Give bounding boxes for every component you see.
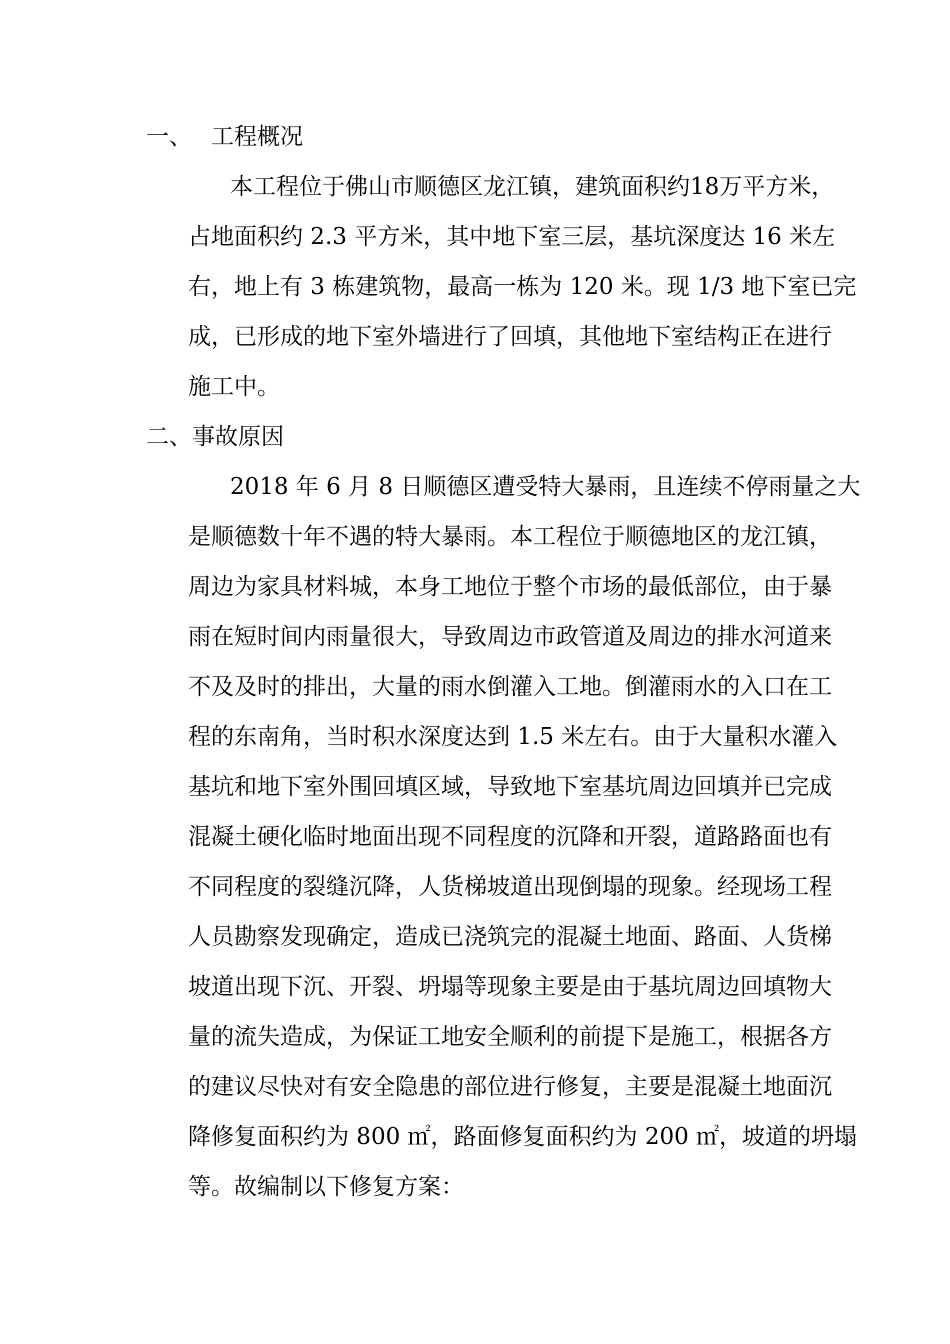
section2-line-6: 程的东南角，当时积水深度达到 1.5 米左右。由于大量积水灌入 <box>188 724 838 750</box>
section1-line-3: 右，地上有 3 栋建筑物，最高一栋为 120 米。现 1/3 地下室已完 <box>188 274 857 300</box>
section2-line-3: 周边为家具材料城，本身工地位于整个市场的最低部位，由于暴 <box>188 574 832 600</box>
section2-line-10: 人员勘察发现确定，造成已浇筑完的混凝土地面、路面、人货梯 <box>188 924 832 950</box>
section2-line-15: 等。故编制以下修复方案： <box>188 1174 464 1200</box>
section2-line-13: 的建议尽快对有安全隐患的部位进行修复，主要是混凝土地面沉 <box>188 1074 832 1100</box>
section2-line-9: 不同程度的裂缝沉降，人货梯坡道出现倒塌的现象。经现场工程 <box>188 874 832 900</box>
section1-line-2: 占地面积约 2.3 平方米，其中地下室三层，基坑深度达 16 米左 <box>188 224 836 250</box>
section2-line-5: 不及及时的排出，大量的雨水倒灌入工地。倒灌雨水的入口在工 <box>188 674 832 700</box>
section1-line-5: 施工中。 <box>188 374 280 400</box>
section2-line-8: 混凝土硬化临时地面出现不同程度的沉降和开裂，道路路面也有 <box>188 824 832 850</box>
section2-line-4: 雨在短时间内雨量很大，导致周边市政管道及周边的排水河道来 <box>188 624 832 650</box>
section1-number: 一、 <box>146 124 192 150</box>
section2-line-7: 基坑和地下室外围回填区域，导致地下室基坑周边回填并已完成 <box>188 774 832 800</box>
section1-line-1: 本工程位于佛山市顺德区龙江镇，建筑面积约18万平方米， <box>230 174 835 200</box>
section2-line-14: 降修复面积约为 800 ㎡，路面修复面积约为 200 ㎡，坡道的坍塌 <box>188 1124 858 1150</box>
section2-title: 二、事故原因 <box>146 424 284 450</box>
section1-line-4: 成，已形成的地下室外墙进行了回填，其他地下室结构正在进行 <box>188 324 832 350</box>
section2-line-11: 坡道出现下沉、开裂、坍塌等现象主要是由于基坑周边回填物大 <box>188 974 832 1000</box>
section2-line-1: 2018 年 6 月 8 日顺德区遭受特大暴雨，且连续不停雨量之大 <box>230 474 861 500</box>
section1-title: 工程概况 <box>211 124 303 150</box>
section2-line-12: 量的流失造成，为保证工地安全顺利的前提下是施工，根据各方 <box>188 1024 832 1050</box>
section2-line-2: 是顺德数十年不遇的特大暴雨。本工程位于顺德地区的龙江镇， <box>188 524 832 550</box>
